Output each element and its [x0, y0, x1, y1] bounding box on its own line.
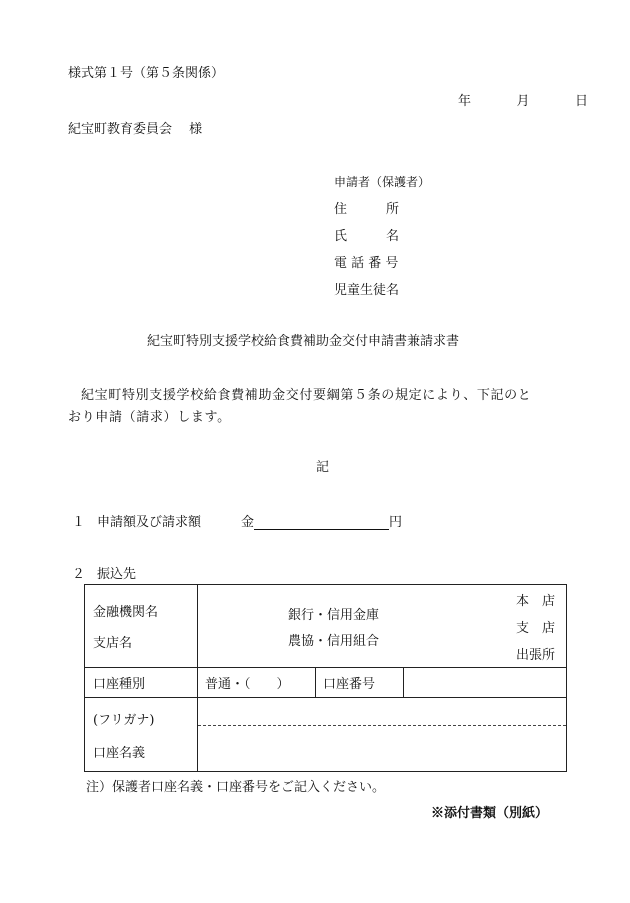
note: 注）保護者口座名義・口座番号をご記入ください。	[86, 780, 386, 795]
name-label: 氏 名	[334, 229, 400, 244]
student-label: 児童生徒名	[334, 283, 400, 298]
institution-cell	[85, 585, 198, 668]
amount-prefix: 金	[241, 515, 255, 530]
applicant-heading: 申請者（保護者）	[334, 175, 431, 189]
amount-line	[254, 515, 389, 530]
item2-number: ２	[72, 567, 86, 582]
office-option-3: 出張所	[516, 648, 556, 663]
office-option-2: 支 店	[516, 621, 556, 636]
item1-label: 申請額及び請求額	[97, 515, 202, 530]
date-line: 年 月 日	[458, 94, 595, 109]
amount-suffix: 円	[389, 515, 403, 530]
attachment-note: ※添付書類（別紙）	[431, 806, 549, 821]
account-type-value: 普通・（ ）	[198, 668, 316, 698]
furigana-field[interactable]	[198, 698, 566, 726]
bank-table	[84, 584, 567, 772]
holder-label: 口座名義	[93, 745, 146, 761]
institution-value-cell	[198, 585, 567, 668]
furigana-label: (フリガナ)	[93, 712, 155, 728]
phone-label: 電 話 番 号	[334, 256, 399, 271]
holder-field[interactable]	[198, 726, 566, 771]
ki-mark: 記	[316, 460, 330, 475]
body-line-2: おり申請（請求）します。	[68, 410, 231, 425]
office-option-1: 本 店	[516, 594, 556, 609]
holder-label-cell	[85, 698, 198, 772]
item2-label: 振込先	[97, 567, 137, 582]
document-title: 紀宝町特別支援学校給食費補助金交付申請書兼請求書	[147, 334, 460, 349]
account-number-field[interactable]	[404, 668, 567, 698]
branch-label: 支店名	[93, 636, 133, 651]
holder-value-cell	[198, 698, 567, 772]
account-number-label: 口座番号	[316, 668, 404, 698]
amount-field	[241, 511, 402, 530]
addressee: 紀宝町教育委員会 様	[68, 122, 203, 137]
address-label: 住 所	[334, 202, 400, 217]
body-line-1: 紀宝町特別支援学校給食費補助金交付要綱第５条の規定により、下記のと	[81, 388, 532, 403]
table-row	[85, 698, 567, 772]
bank-option-1: 銀行・信用金庫	[288, 608, 380, 623]
table-row	[85, 585, 567, 668]
form-number: 様式第１号（第５条関係）	[68, 66, 225, 81]
bank-option-2: 農協・信用組合	[288, 634, 380, 649]
table-row	[85, 668, 567, 698]
item1-number: １	[72, 515, 86, 530]
account-type-label: 口座種別	[85, 668, 198, 698]
institution-label: 金融機関名	[93, 605, 159, 620]
